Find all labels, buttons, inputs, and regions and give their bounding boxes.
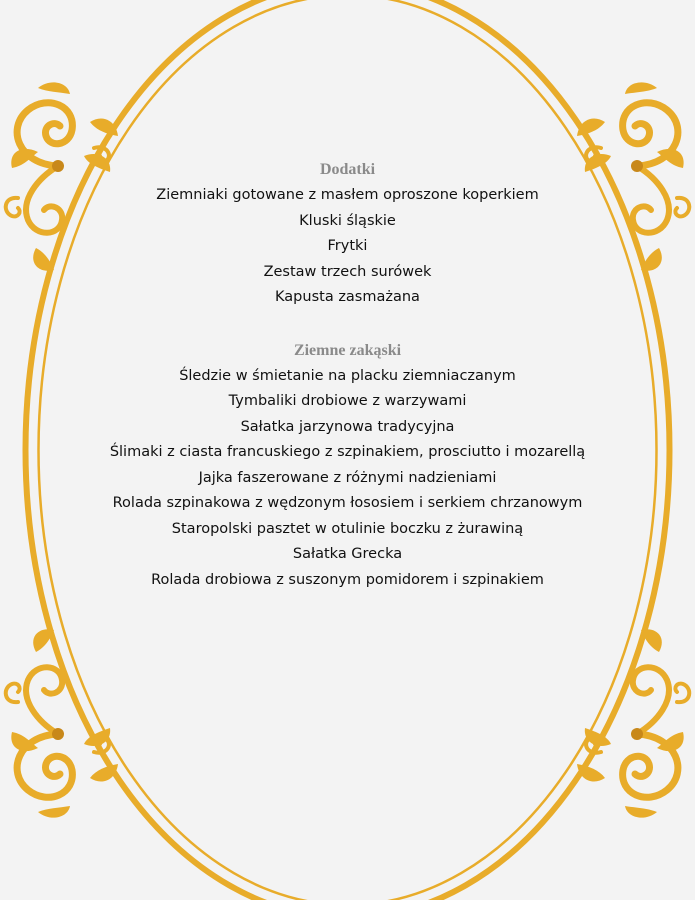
menu-item: Rolada drobiowa z suszonym pomidorem i szpinakiem [151,571,544,588]
menu-content [0,157,695,593]
menu-item: Ślimaki z ciasta francuskiego z szpinakiem, prosciutto i mozarellą [109,444,586,460]
menu-item: Sałatka jarzynowa tradycyjna [240,418,455,435]
menu-item: Tymbaliki drobiowe z warzywami [228,393,467,409]
section-spacer [0,311,695,338]
menu-item: Śledzie w śmietanie na placku ziemniaczanym [179,367,516,384]
menu-item: Zestaw trzech surówek [263,263,432,280]
section-dodatki [0,157,695,311]
menu-item: Jajka faszerowane z różnymi nadzieniami [198,469,497,486]
menu-item: Kluski śląskie [299,212,396,229]
section-title: Ziemne zakąski [293,341,402,359]
menu-item: Staropolski pasztet w otulinie boczku z żurawiną [171,520,524,537]
menu-item: Sałatka Grecka [292,546,403,562]
menu-item: Kapusta zasmażana [275,289,420,305]
menu-item: Rolada szpinakowa z wędzonym łososiem i serkiem chrzanowym [112,495,583,511]
menu-item: Ziemniaki gotowane z masłem oproszone koperkiem [156,187,539,203]
menu-item: Frytki [327,238,368,254]
section-title: Dodatki [319,161,376,178]
section-ziemne-zakaski [0,338,695,594]
